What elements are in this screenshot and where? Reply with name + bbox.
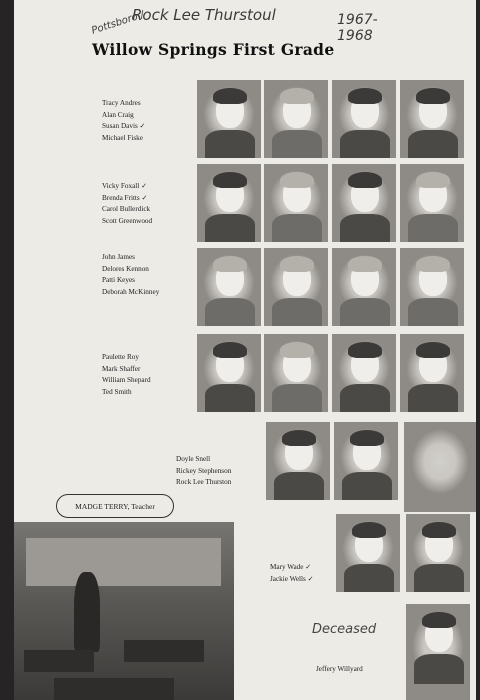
student-name: Tracy Andres	[102, 99, 141, 107]
student-name: Rock Lee Thurston	[176, 478, 232, 486]
student-name: Alan Craig	[102, 110, 134, 119]
student-name: Rickey Stephenson	[176, 466, 232, 475]
student-photo	[197, 334, 261, 412]
student-photo	[264, 248, 328, 326]
student-name: Jeffery Willyard	[316, 665, 363, 673]
student-photo	[197, 248, 261, 326]
student-photo	[264, 334, 328, 412]
name-list-group-6	[270, 562, 314, 585]
student-name: Brenda Fritts ✓	[102, 193, 148, 202]
student-name: Mary Wade ✓	[270, 563, 312, 571]
student-name: Mark Shaffer	[102, 364, 141, 373]
handwritten-annotation: Deceased	[312, 622, 377, 637]
name-list-group-5	[176, 454, 231, 489]
student-photo	[400, 80, 464, 158]
cut-photo	[404, 422, 476, 512]
student-name: Deborah McKinney	[102, 287, 160, 296]
student-name: Carol Bullerdick	[102, 205, 151, 213]
student-photo	[334, 422, 398, 500]
student-photo	[332, 334, 396, 412]
student-photo	[264, 80, 328, 158]
handwritten-school-year: 1967-1968	[337, 12, 378, 44]
student-name: Paulette Roy	[102, 353, 139, 361]
student-name: Vicky Foxall ✓	[102, 182, 148, 190]
name-list-group-2	[102, 181, 152, 227]
student-name: John James	[102, 253, 135, 261]
student-name: Doyle Snell	[176, 455, 211, 463]
student-photo	[266, 422, 330, 500]
student-photo	[332, 80, 396, 158]
student-photo	[197, 80, 261, 158]
student-name: Susan Davis ✓	[102, 122, 146, 130]
page-title: Willow Springs First Grade	[92, 40, 335, 59]
student-name: Scott Greenwood	[102, 216, 153, 225]
teacher-caption: MADGE TERRY, Teacher	[56, 494, 174, 518]
student-photo	[406, 604, 470, 700]
name-list-group-3	[102, 252, 159, 298]
student-name: Patti Keyes	[102, 276, 135, 284]
handwritten-student-name: Rock Lee Thurstoul	[132, 6, 276, 24]
student-photo	[197, 164, 261, 242]
student-name: Michael Fiske	[102, 133, 143, 142]
name-list-group-1	[102, 98, 146, 144]
student-photo	[332, 164, 396, 242]
student-photo	[336, 514, 400, 592]
student-photo	[332, 248, 396, 326]
student-name: Ted Smith	[102, 387, 132, 396]
student-photo	[406, 514, 470, 592]
classroom-photo	[14, 522, 234, 700]
student-name: Jackie Wells ✓	[270, 574, 314, 583]
handwritten-town: Pottsboro /	[90, 9, 146, 37]
name-list-group-4	[102, 352, 151, 398]
student-name: Delores Kennon	[102, 264, 149, 273]
student-photo	[400, 248, 464, 326]
student-photo	[400, 334, 464, 412]
student-photo	[264, 164, 328, 242]
student-name: William Shepard	[102, 376, 151, 384]
yearbook-page	[14, 0, 476, 700]
name-list-group-7	[316, 664, 363, 676]
student-photo	[400, 164, 464, 242]
